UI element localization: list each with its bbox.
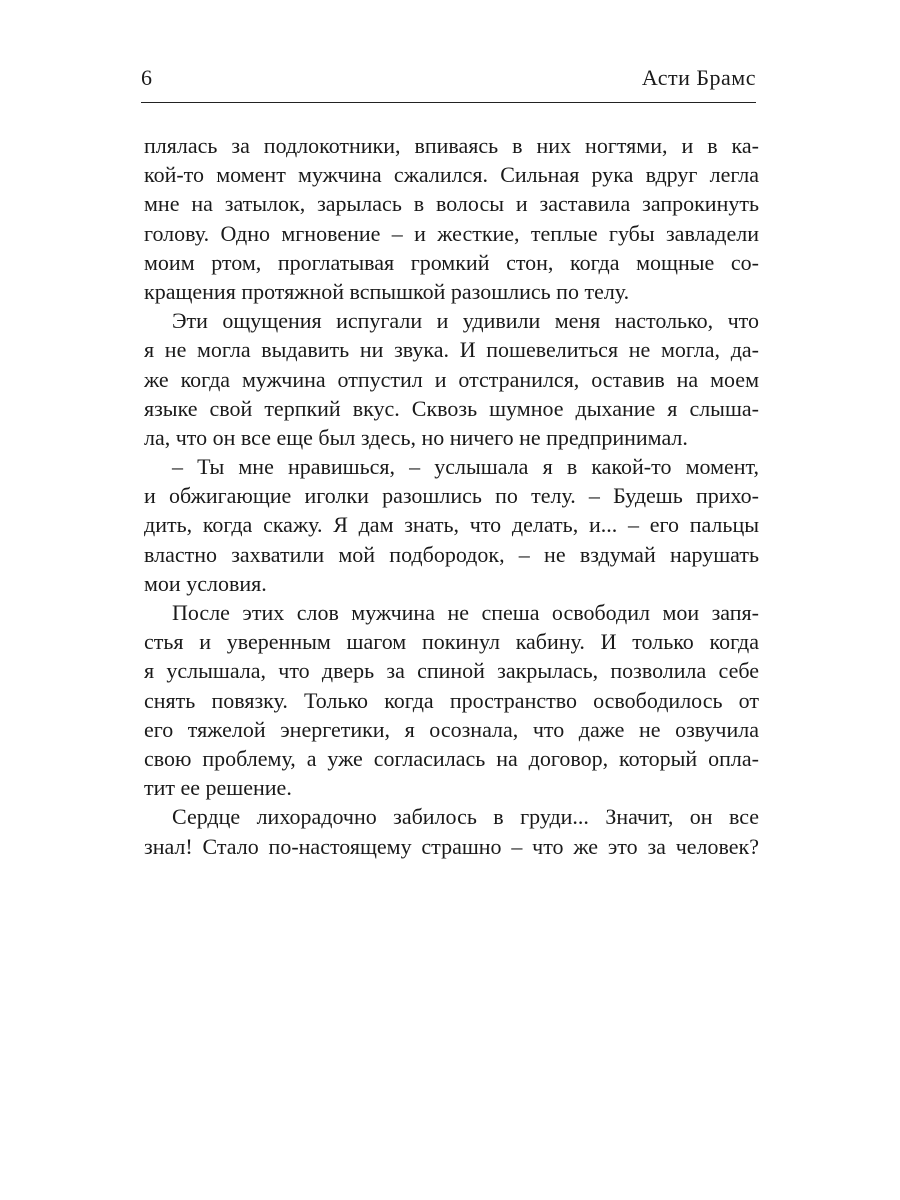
text-line: же когда мужчина отпустил и отстранился, оставив на моем [144,366,759,392]
text-line: – Ты мне нравишься, – услышала я в какой-то момент, [172,454,759,480]
text-line: и обжигающие иголки разошлись по телу. – Будешь прихо- [144,483,759,509]
text-line: его тяжелой энергетики, я осознала, что даже не озвучила [144,716,759,742]
text-line: знал! Стало по-настоящему страшно – что же это за человек? [144,833,759,859]
text-line: После этих слов мужчина не спеша освободил мои запя- [172,600,759,625]
text-line: властно захватили мой подбородок, – не вздумай нарушать [144,541,759,567]
text-line: свою проблему, а уже согласилась на договор, который опла- [144,745,759,771]
text-line: плялась за подлокотники, впиваясь в них ногтями, и в ка- [144,133,759,158]
text-line: я услышала, что дверь за спиной закрылась, позволила себе [144,658,759,684]
text-line: мне на затылок, зарылась в волосы и заставила запрокинуть [144,191,759,217]
text-line: я не могла выдавить ни звука. И пошевелиться не могла, да- [144,337,759,363]
text-line: кой-то момент мужчина сжалился. Сильная рука вдруг легла [144,162,759,188]
author-name: Асти Брамс [641,65,756,90]
text-line: голову. Одно мгновение – и жесткие, теплые губы завладели [144,220,759,246]
body-text [144,131,759,861]
text-line: мои условия. [144,570,267,596]
text-line: кращения протяжной вспышкой разошлись по телу. [144,278,630,304]
text-line: ла, что он все еще был здесь, но ничего не предпринимал. [144,424,688,450]
text-line: стья и уверенным шагом покинул кабину. И только когда [144,629,759,655]
text-line: тит ее решение. [144,775,292,801]
text-line: дить, когда скажу. Я дам знать, что делать, и... – его пальцы [144,512,759,538]
text-line: языке свой терпкий вкус. Сквозь шумное дыхание я слыша- [144,395,759,421]
text-line: моим ртом, проглатывая громкий стон, когда мощные со- [144,249,759,275]
page-number: 6 [141,65,152,90]
text-line: снять повязку. Только когда пространство освободилось от [144,687,759,713]
text-line: Эти ощущения испугали и удивили меня настолько, что [172,308,759,334]
running-header [141,64,756,103]
text-line: Сердце лихорадочно забилось в груди... Значит, он все [172,804,759,830]
